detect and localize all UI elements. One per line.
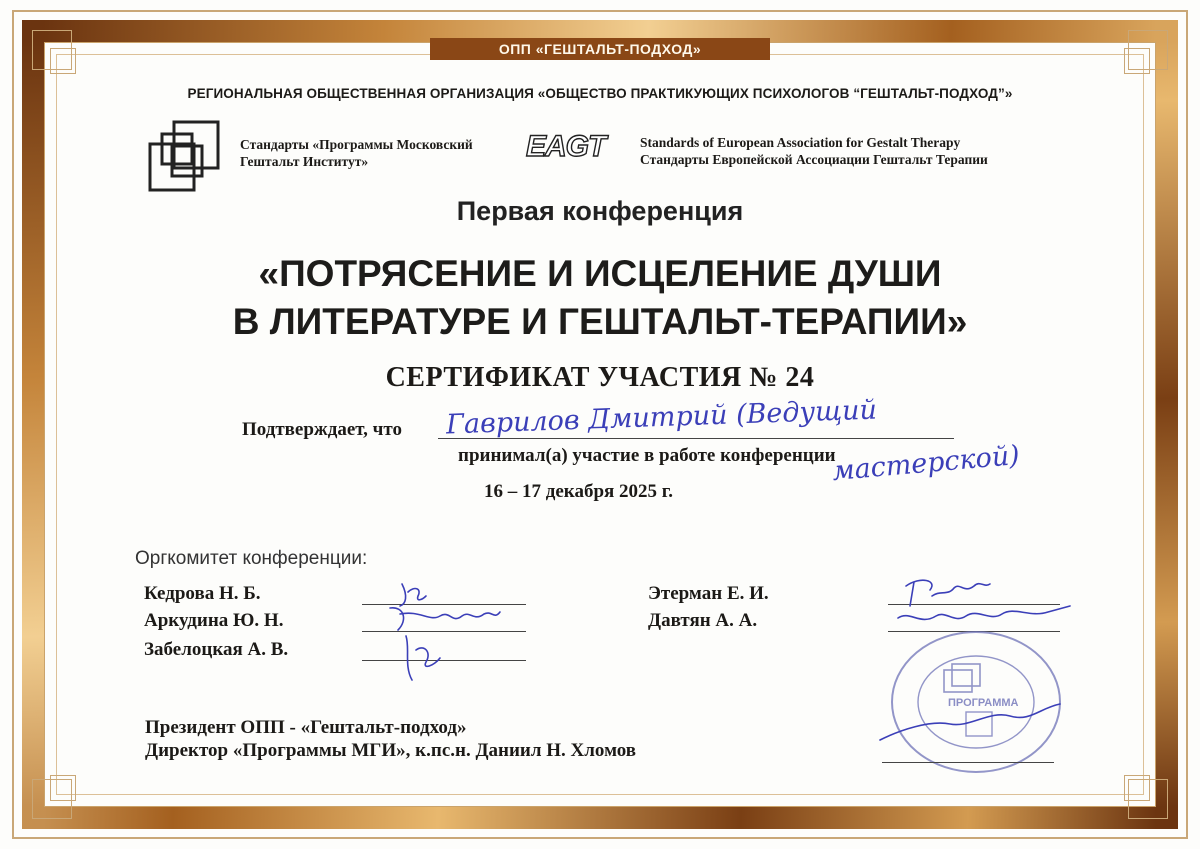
president-title: Президент ОПП - «Гештальт-подход» <box>145 717 467 738</box>
committee-member: Кедрова Н. Б. <box>144 583 261 604</box>
eagt-logo: EAGT <box>526 130 606 163</box>
certificate-number: СЕРТИФИКАТ УЧАСТИЯ № 24 <box>385 362 815 393</box>
conference-dates: 16 – 17 декабря 2025 г. <box>484 481 674 502</box>
participant-handwritten-name: Гаврилов Дмитрий (Ведущий <box>445 394 878 441</box>
conference-theme-line-2: В ЛИТЕРАТУРЕ И ГЕШТАЛЬТ-ТЕРАПИИ» <box>232 301 968 342</box>
eagt-standards-line-2: Стандарты Европейской Ассоциации Гештальт Терапии <box>640 152 988 167</box>
mgi-standards-line-2: Гештальт Институт» <box>240 154 369 169</box>
director-title: Директор «Программы МГИ», к.пс.н. Даниил Н. Хломов <box>145 740 637 761</box>
org-banner: ОПП «ГЕШТАЛЬТ-ПОДХОД» <box>430 38 770 60</box>
corner-ornament <box>1124 775 1150 801</box>
conference-title: Первая конференция <box>456 196 744 226</box>
mgi-standards-text <box>240 136 473 170</box>
eagt-standards-line-1: Standards of European Association for Gestalt Therapy <box>640 135 961 150</box>
mgi-logo-icon <box>146 118 224 196</box>
director-signature-icon <box>870 690 1070 750</box>
participant-name-line <box>438 438 954 439</box>
corner-ornament <box>50 48 76 74</box>
participant-handwritten-role: мастерской) <box>831 439 1021 488</box>
participation-text: принимал(а) участие в работе конференции <box>458 445 836 466</box>
committee-member: Этерман Е. И. <box>648 583 769 604</box>
conference-theme-line-1: «ПОТРЯСЕНИЕ И ИСЦЕЛЕНИЕ ДУШИ <box>258 253 942 294</box>
committee-signatures-left-icon <box>360 570 560 690</box>
committee-member: Забелоцкая А. В. <box>144 639 289 660</box>
director-signature-line <box>882 762 1054 763</box>
committee-member: Давтян А. А. <box>648 610 758 631</box>
mgi-standards-line-1: Стандарты «Программы Московский <box>240 137 473 152</box>
conference-theme <box>0 250 1200 346</box>
corner-ornament <box>50 775 76 801</box>
stamp-center-label: ПРОГРАММА <box>948 697 1019 709</box>
committee-member: Аркудина Ю. Н. <box>144 610 284 631</box>
confirms-label: Подтверждает, что <box>242 419 402 440</box>
eagt-standards-text <box>640 134 988 168</box>
corner-ornament <box>1124 48 1150 74</box>
organization-name: РЕГИОНАЛЬНАЯ ОБЩЕСТВЕННАЯ ОРГАНИЗАЦИЯ «ОБЩЕСТВО ПРАКТИКУЮЩИХ ПСИХОЛОГОВ “ГЕШТАЛЬТ-ПОДХОД”» <box>187 86 1013 101</box>
committee-label: Оргкомитет конференции: <box>135 548 368 569</box>
